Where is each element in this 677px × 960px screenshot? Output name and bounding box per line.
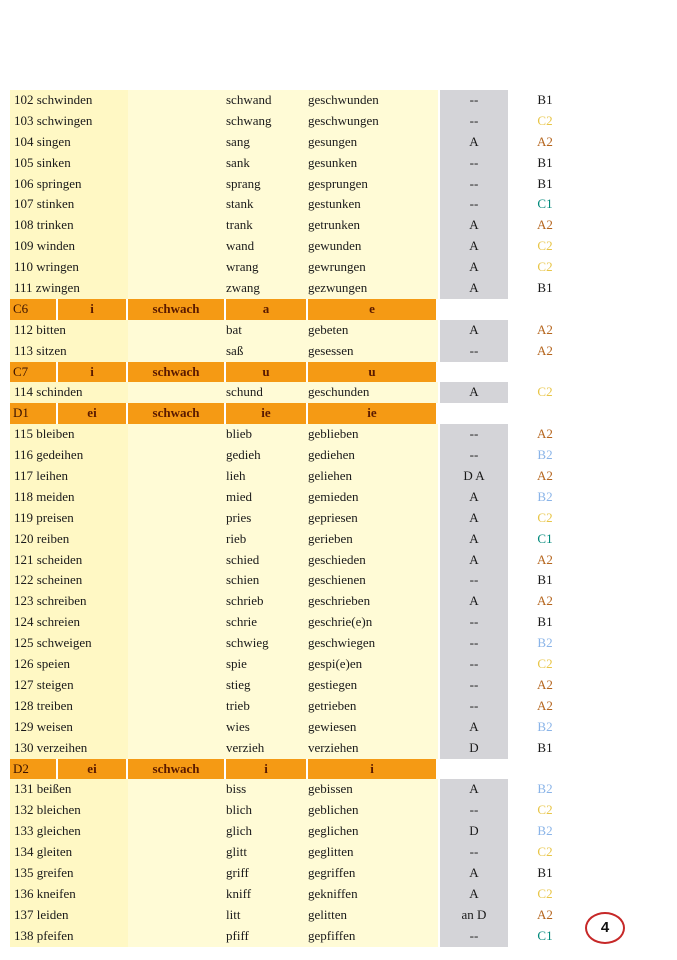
verb-participle: gesprungen — [308, 174, 438, 195]
verb-case: A — [438, 487, 510, 508]
level-badge: B1 — [537, 864, 553, 880]
table-row — [10, 675, 580, 696]
verb-participle: gekniffen — [308, 884, 438, 905]
verb-infinitive: 121 scheiden — [10, 550, 128, 571]
level-badge: C2 — [537, 802, 553, 818]
table-row — [10, 445, 580, 466]
verb-case: A — [438, 257, 510, 278]
verb-participle: geblieben — [308, 424, 438, 445]
level-badge: B1 — [537, 175, 553, 191]
table-row — [10, 633, 580, 654]
verb-case: A — [438, 320, 510, 341]
verb-case: -- — [438, 696, 510, 717]
group-code: D2 — [10, 759, 58, 780]
verb-past: bat — [226, 320, 308, 341]
group-header-row — [10, 759, 580, 780]
verb-participle: geschrie(e)n — [308, 612, 438, 633]
verb-infinitive: 115 bleiben — [10, 424, 128, 445]
table-row — [10, 487, 580, 508]
verb-infinitive: 128 treiben — [10, 696, 128, 717]
table-row — [10, 926, 580, 947]
verb-past: blieb — [226, 424, 308, 445]
verb-past: rieb — [226, 529, 308, 550]
level-badge: C2 — [537, 656, 553, 672]
verb-participle: gemieden — [308, 487, 438, 508]
verb-case: A — [438, 236, 510, 257]
verb-infinitive: 104 singen — [10, 132, 128, 153]
level-badge: B1 — [537, 280, 553, 296]
table-row — [10, 111, 580, 132]
verb-participle: gesunken — [308, 153, 438, 174]
verb-participle: geschwiegen — [308, 633, 438, 654]
blank-cell — [128, 508, 226, 529]
verb-case: -- — [438, 612, 510, 633]
verb-participle: gegriffen — [308, 863, 438, 884]
verb-case: A — [438, 591, 510, 612]
table-row — [10, 717, 580, 738]
blank-cell — [128, 570, 226, 591]
blank-cell — [128, 278, 226, 299]
level-badge: C1 — [537, 196, 553, 212]
table-row — [10, 550, 580, 571]
verb-past: sprang — [226, 174, 308, 195]
group-participle-vowel: e — [308, 299, 438, 320]
verb-case: -- — [438, 111, 510, 132]
level-badge: A2 — [537, 133, 553, 149]
table-row — [10, 341, 580, 362]
group-infinitive-vowel: i — [58, 362, 128, 383]
table-row — [10, 779, 580, 800]
verb-infinitive: 131 beißen — [10, 779, 128, 800]
group-participle-vowel: ie — [308, 403, 438, 424]
verb-past: schien — [226, 570, 308, 591]
table-row — [10, 215, 580, 236]
verb-participle: gelitten — [308, 905, 438, 926]
verb-participle: geliehen — [308, 466, 438, 487]
verb-infinitive: 133 gleichen — [10, 821, 128, 842]
table-row — [10, 591, 580, 612]
verb-past: glitt — [226, 842, 308, 863]
verb-past: lieh — [226, 466, 308, 487]
verb-past: litt — [226, 905, 308, 926]
table-row — [10, 654, 580, 675]
blank-cell — [128, 884, 226, 905]
verb-infinitive: 117 leihen — [10, 466, 128, 487]
level-badge: A2 — [537, 342, 553, 358]
level-badge: B2 — [537, 488, 553, 504]
level-badge: B2 — [537, 823, 553, 839]
verb-infinitive: 124 schreien — [10, 612, 128, 633]
table-row — [10, 905, 580, 926]
verb-infinitive: 134 gleiten — [10, 842, 128, 863]
level-badge: C2 — [537, 844, 553, 860]
group-infinitive-vowel: i — [58, 299, 128, 320]
verb-infinitive: 112 bitten — [10, 320, 128, 341]
verb-case: -- — [438, 174, 510, 195]
blank-cell — [128, 633, 226, 654]
verb-case: -- — [438, 90, 510, 111]
level-badge: A2 — [537, 906, 553, 922]
verb-case: -- — [438, 800, 510, 821]
level-badge: C1 — [537, 530, 553, 546]
blank-cell — [128, 111, 226, 132]
verb-past: gedieh — [226, 445, 308, 466]
verb-participle: gebeten — [308, 320, 438, 341]
verb-infinitive: 110 wringen — [10, 257, 128, 278]
group-past-vowel: a — [226, 299, 308, 320]
verb-infinitive: 109 winden — [10, 236, 128, 257]
table-row — [10, 236, 580, 257]
table-row — [10, 884, 580, 905]
verb-case: A — [438, 717, 510, 738]
table-row — [10, 174, 580, 195]
table-row — [10, 132, 580, 153]
verb-infinitive: 106 springen — [10, 174, 128, 195]
group-type: schwach — [128, 759, 226, 780]
group-header-row — [10, 362, 580, 383]
verb-participle: geschrieben — [308, 591, 438, 612]
verb-participle: getrieben — [308, 696, 438, 717]
verb-past: stieg — [226, 675, 308, 696]
verb-past: schwang — [226, 111, 308, 132]
group-participle-vowel: i — [308, 759, 438, 780]
verb-past: blich — [226, 800, 308, 821]
verb-past: stank — [226, 194, 308, 215]
table-row — [10, 696, 580, 717]
table-row — [10, 153, 580, 174]
blank-cell — [128, 550, 226, 571]
verb-participle: gewiesen — [308, 717, 438, 738]
verb-infinitive: 111 zwingen — [10, 278, 128, 299]
verb-past: verzieh — [226, 738, 308, 759]
verb-participle: gestiegen — [308, 675, 438, 696]
blank-cell — [128, 905, 226, 926]
verb-infinitive: 137 leiden — [10, 905, 128, 926]
verb-participle: gesessen — [308, 341, 438, 362]
group-type: schwach — [128, 403, 226, 424]
verb-case: -- — [438, 445, 510, 466]
group-code: C6 — [10, 299, 58, 320]
verb-infinitive: 136 kneifen — [10, 884, 128, 905]
verb-case: A — [438, 529, 510, 550]
blank-cell — [128, 612, 226, 633]
verb-participle: gepfiffen — [308, 926, 438, 947]
verb-participle: verziehen — [308, 738, 438, 759]
blank-cell — [128, 738, 226, 759]
level-badge: B1 — [537, 739, 553, 755]
blank-cell — [128, 257, 226, 278]
level-badge: A2 — [537, 426, 553, 442]
verb-participle: geschwunden — [308, 90, 438, 111]
blank-cell — [128, 863, 226, 884]
verb-past: trieb — [226, 696, 308, 717]
verb-case: an D — [438, 905, 510, 926]
level-badge: C1 — [537, 927, 553, 943]
verb-infinitive: 125 schweigen — [10, 633, 128, 654]
verb-past: schrieb — [226, 591, 308, 612]
blank-cell — [128, 320, 226, 341]
level-badge: C2 — [537, 509, 553, 525]
blank-cell — [128, 717, 226, 738]
verb-case: -- — [438, 194, 510, 215]
verb-infinitive: 123 schreiben — [10, 591, 128, 612]
verb-case: -- — [438, 654, 510, 675]
blank-cell — [128, 215, 226, 236]
blank-cell — [128, 842, 226, 863]
verb-participle: getrunken — [308, 215, 438, 236]
blank-cell — [128, 153, 226, 174]
group-header-row — [10, 403, 580, 424]
verb-past: schwand — [226, 90, 308, 111]
verb-case: A — [438, 863, 510, 884]
verb-past: schied — [226, 550, 308, 571]
verb-case: -- — [438, 570, 510, 591]
verb-infinitive: 126 speien — [10, 654, 128, 675]
blank-cell — [128, 487, 226, 508]
verb-table — [10, 90, 580, 947]
verb-past: sang — [226, 132, 308, 153]
verb-infinitive: 114 schinden — [10, 382, 128, 403]
level-badge: A2 — [537, 217, 553, 233]
group-header-row — [10, 299, 580, 320]
verb-past: schwieg — [226, 633, 308, 654]
group-participle-vowel: u — [308, 362, 438, 383]
verb-case: -- — [438, 341, 510, 362]
verb-participle: gediehen — [308, 445, 438, 466]
group-past-vowel: i — [226, 759, 308, 780]
verb-case: A — [438, 215, 510, 236]
blank-cell — [128, 926, 226, 947]
verb-case: A — [438, 884, 510, 905]
verb-past: wies — [226, 717, 308, 738]
blank-cell — [128, 529, 226, 550]
level-badge: A2 — [537, 321, 553, 337]
verb-infinitive: 135 greifen — [10, 863, 128, 884]
group-code: D1 — [10, 403, 58, 424]
verb-infinitive: 103 schwingen — [10, 111, 128, 132]
table-row — [10, 570, 580, 591]
table-row — [10, 529, 580, 550]
level-badge: A2 — [537, 468, 553, 484]
group-infinitive-vowel: ei — [58, 759, 128, 780]
level-badge: C2 — [537, 112, 553, 128]
verb-infinitive: 127 steigen — [10, 675, 128, 696]
verb-participle: gewrungen — [308, 257, 438, 278]
verb-infinitive: 105 sinken — [10, 153, 128, 174]
verb-participle: gebissen — [308, 779, 438, 800]
level-badge: C2 — [537, 885, 553, 901]
group-type: schwach — [128, 362, 226, 383]
verb-infinitive: 102 schwinden — [10, 90, 128, 111]
level-badge: B2 — [537, 781, 553, 797]
blank-cell — [128, 424, 226, 445]
blank-cell — [128, 821, 226, 842]
verb-infinitive: 116 gedeihen — [10, 445, 128, 466]
table-row — [10, 821, 580, 842]
verb-past: schund — [226, 382, 308, 403]
verb-case: A — [438, 508, 510, 529]
verb-past: wrang — [226, 257, 308, 278]
verb-infinitive: 120 reiben — [10, 529, 128, 550]
group-code: C7 — [10, 362, 58, 383]
table-row — [10, 508, 580, 529]
verb-past: saß — [226, 341, 308, 362]
verb-participle: gezwungen — [308, 278, 438, 299]
verb-infinitive: 122 scheinen — [10, 570, 128, 591]
table-row — [10, 320, 580, 341]
blank-cell — [128, 779, 226, 800]
table-row — [10, 424, 580, 445]
level-badge: C2 — [537, 259, 553, 275]
verb-case: -- — [438, 842, 510, 863]
table-row — [10, 842, 580, 863]
table-row — [10, 90, 580, 111]
blank-cell — [128, 236, 226, 257]
level-badge: A2 — [537, 697, 553, 713]
verb-past: kniff — [226, 884, 308, 905]
verb-participle: gesungen — [308, 132, 438, 153]
page-number: 4 — [585, 912, 625, 944]
verb-past: trank — [226, 215, 308, 236]
group-infinitive-vowel: ei — [58, 403, 128, 424]
blank-cell — [128, 696, 226, 717]
blank-cell — [128, 654, 226, 675]
blank-cell — [128, 132, 226, 153]
verb-infinitive: 132 bleichen — [10, 800, 128, 821]
verb-past: griff — [226, 863, 308, 884]
verb-past: sank — [226, 153, 308, 174]
verb-infinitive: 108 trinken — [10, 215, 128, 236]
verb-past: pries — [226, 508, 308, 529]
table-row — [10, 257, 580, 278]
verb-past: spie — [226, 654, 308, 675]
level-badge: A2 — [537, 676, 553, 692]
group-past-vowel: u — [226, 362, 308, 383]
verb-infinitive: 129 weisen — [10, 717, 128, 738]
verb-participle: gespi(e)en — [308, 654, 438, 675]
level-badge: A2 — [537, 593, 553, 609]
verb-case: -- — [438, 153, 510, 174]
table-row — [10, 382, 580, 403]
group-type: schwach — [128, 299, 226, 320]
verb-participle: geglitten — [308, 842, 438, 863]
verb-case: -- — [438, 424, 510, 445]
blank-cell — [128, 445, 226, 466]
verb-case: D A — [438, 466, 510, 487]
verb-case: D — [438, 738, 510, 759]
verb-past: zwang — [226, 278, 308, 299]
blank-cell — [128, 675, 226, 696]
blank-cell — [128, 90, 226, 111]
verb-case: -- — [438, 926, 510, 947]
verb-case: A — [438, 779, 510, 800]
verb-participle: gerieben — [308, 529, 438, 550]
verb-infinitive: 118 meiden — [10, 487, 128, 508]
blank-cell — [128, 800, 226, 821]
verb-case: -- — [438, 633, 510, 654]
verb-participle: gestunken — [308, 194, 438, 215]
level-badge: C2 — [537, 238, 553, 254]
verb-past: glich — [226, 821, 308, 842]
blank-cell — [128, 194, 226, 215]
verb-case: -- — [438, 675, 510, 696]
level-badge: B1 — [537, 572, 553, 588]
blank-cell — [128, 382, 226, 403]
verb-case: A — [438, 382, 510, 403]
level-badge: B2 — [537, 447, 553, 463]
verb-participle: geschunden — [308, 382, 438, 403]
verb-infinitive: 130 verzeihen — [10, 738, 128, 759]
blank-cell — [128, 174, 226, 195]
verb-past: pfiff — [226, 926, 308, 947]
table-row — [10, 738, 580, 759]
table-row — [10, 612, 580, 633]
table-row — [10, 194, 580, 215]
level-badge: B1 — [537, 154, 553, 170]
table-row — [10, 800, 580, 821]
level-badge: B1 — [537, 614, 553, 630]
verb-participle: gepriesen — [308, 508, 438, 529]
group-past-vowel: ie — [226, 403, 308, 424]
verb-participle: geschwungen — [308, 111, 438, 132]
verb-infinitive: 107 stinken — [10, 194, 128, 215]
verb-participle: geschienen — [308, 570, 438, 591]
blank-cell — [128, 341, 226, 362]
verb-participle: geblichen — [308, 800, 438, 821]
blank-cell — [128, 466, 226, 487]
table-row — [10, 466, 580, 487]
level-badge: B1 — [537, 92, 553, 107]
verb-past: schrie — [226, 612, 308, 633]
table-row — [10, 863, 580, 884]
verb-infinitive: 138 pfeifen — [10, 926, 128, 947]
verb-infinitive: 119 preisen — [10, 508, 128, 529]
level-badge: A2 — [537, 551, 553, 567]
table-row — [10, 278, 580, 299]
verb-participle: geglichen — [308, 821, 438, 842]
level-badge: B2 — [537, 635, 553, 651]
blank-cell — [128, 591, 226, 612]
verb-case: D — [438, 821, 510, 842]
verb-infinitive: 113 sitzen — [10, 341, 128, 362]
verb-case: A — [438, 550, 510, 571]
verb-past: biss — [226, 779, 308, 800]
verb-case: A — [438, 278, 510, 299]
level-badge: C2 — [537, 384, 553, 400]
verb-participle: geschieden — [308, 550, 438, 571]
verb-case: A — [438, 132, 510, 153]
verb-participle: gewunden — [308, 236, 438, 257]
verb-past: wand — [226, 236, 308, 257]
level-badge: B2 — [537, 718, 553, 734]
verb-past: mied — [226, 487, 308, 508]
